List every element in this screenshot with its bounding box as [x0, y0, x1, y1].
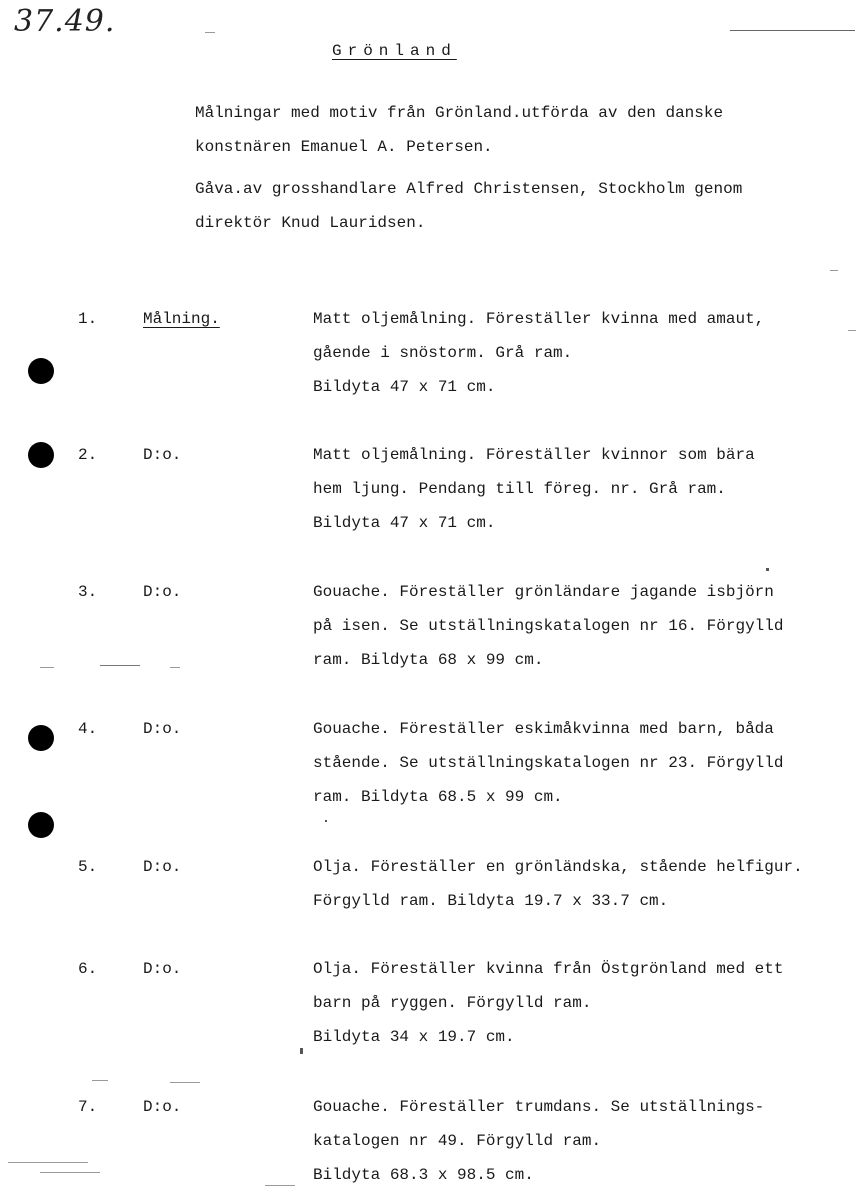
item-description [313, 302, 764, 404]
item-description-line: Bildyta 34 x 19.7 cm. [313, 1028, 515, 1046]
item-number: 6. [78, 960, 98, 978]
page-title: Grönland [332, 42, 457, 60]
scan-mark [8, 1162, 88, 1163]
scan-mark [100, 665, 140, 666]
item-category: D:o. [143, 446, 182, 464]
item-description [313, 712, 783, 814]
item-category: D:o. [143, 858, 182, 876]
punch-hole [28, 442, 54, 468]
scan-mark [40, 1172, 100, 1173]
handwritten-catalog-number: 37.49. [14, 4, 116, 39]
item-description-line: ram. Bildyta 68 x 99 cm. [313, 651, 544, 669]
scan-mark [265, 1185, 295, 1186]
item-category: D:o. [143, 583, 182, 601]
item-number: 4. [78, 720, 98, 738]
item-description-line: katalogen nr 49. Förgylld ram. [313, 1132, 602, 1150]
item-description-line: gående i snöstorm. Grå ram. [313, 344, 573, 362]
scan-mark [848, 330, 856, 331]
punch-hole [28, 725, 54, 751]
item-description-line: Matt oljemålning. Föreställer kvinnor som bära [313, 446, 755, 464]
intro-line: Målningar med motiv från Grönland.utförda av den danske [195, 104, 724, 122]
item-description-line: Bildyta 47 x 71 cm. [313, 514, 496, 532]
item-description-line: Gouache. Föreställer grönländare jagande isbjörn [313, 583, 774, 601]
punch-hole [28, 358, 54, 384]
item-category: Målning. [143, 310, 220, 328]
item-number: 1. [78, 310, 98, 328]
intro-paragraph-1 [195, 96, 723, 164]
scan-mark [170, 1082, 200, 1083]
item-description-line: stående. Se utställningskatalogen nr 23. Förgylld [313, 754, 784, 772]
scan-mark [92, 1080, 108, 1081]
punch-hole [28, 812, 54, 838]
item-description-line: på isen. Se utställningskatalogen nr 16. Förgylld [313, 617, 784, 635]
item-number: 3. [78, 583, 98, 601]
intro-line: konstnären Emanuel A. Petersen. [195, 138, 493, 156]
item-number: 5. [78, 858, 98, 876]
scan-mark [300, 1048, 303, 1054]
item-description [313, 850, 803, 918]
item-number: 2. [78, 446, 98, 464]
item-description-line: ram. Bildyta 68.5 x 99 cm. [313, 788, 563, 806]
scan-mark [730, 30, 855, 31]
item-description-line: hem ljung. Pendang till föreg. nr. Grå ram. [313, 480, 726, 498]
item-description [313, 438, 755, 540]
item-description-line: Gouache. Föreställer trumdans. Se utställnings- [313, 1098, 765, 1116]
scan-mark [325, 820, 327, 822]
item-description-line: Bildyta 47 x 71 cm. [313, 378, 496, 396]
scan-mark [205, 32, 215, 33]
intro-line: direktör Knud Lauridsen. [195, 214, 426, 232]
item-description-line: barn på ryggen. Förgylld ram. [313, 994, 592, 1012]
item-number: 7. [78, 1098, 98, 1116]
item-description [313, 575, 783, 677]
intro-line: Gåva.av grosshandlare Alfred Christensen, Stockholm genom [195, 180, 743, 198]
item-description-line: Matt oljemålning. Föreställer kvinna med amaut, [313, 310, 765, 328]
item-description [313, 952, 783, 1054]
scan-mark [170, 667, 180, 668]
item-category: D:o. [143, 720, 182, 738]
item-category: D:o. [143, 1098, 182, 1116]
item-description [313, 1090, 764, 1192]
intro-paragraph-2 [195, 172, 742, 240]
item-description-line: Förgylld ram. Bildyta 19.7 x 33.7 cm. [313, 892, 669, 910]
item-description-line: Gouache. Föreställer eskimåkvinna med barn, båda [313, 720, 774, 738]
item-description-line: Olja. Föreställer kvinna från Östgrönland med ett [313, 960, 784, 978]
scan-mark [830, 270, 838, 271]
item-category: D:o. [143, 960, 182, 978]
scan-mark [40, 667, 54, 668]
item-description-line: Olja. Föreställer en grönländska, stående helfigur. [313, 858, 803, 876]
scan-mark [766, 568, 769, 571]
item-description-line: Bildyta 68.3 x 98.5 cm. [313, 1166, 534, 1184]
